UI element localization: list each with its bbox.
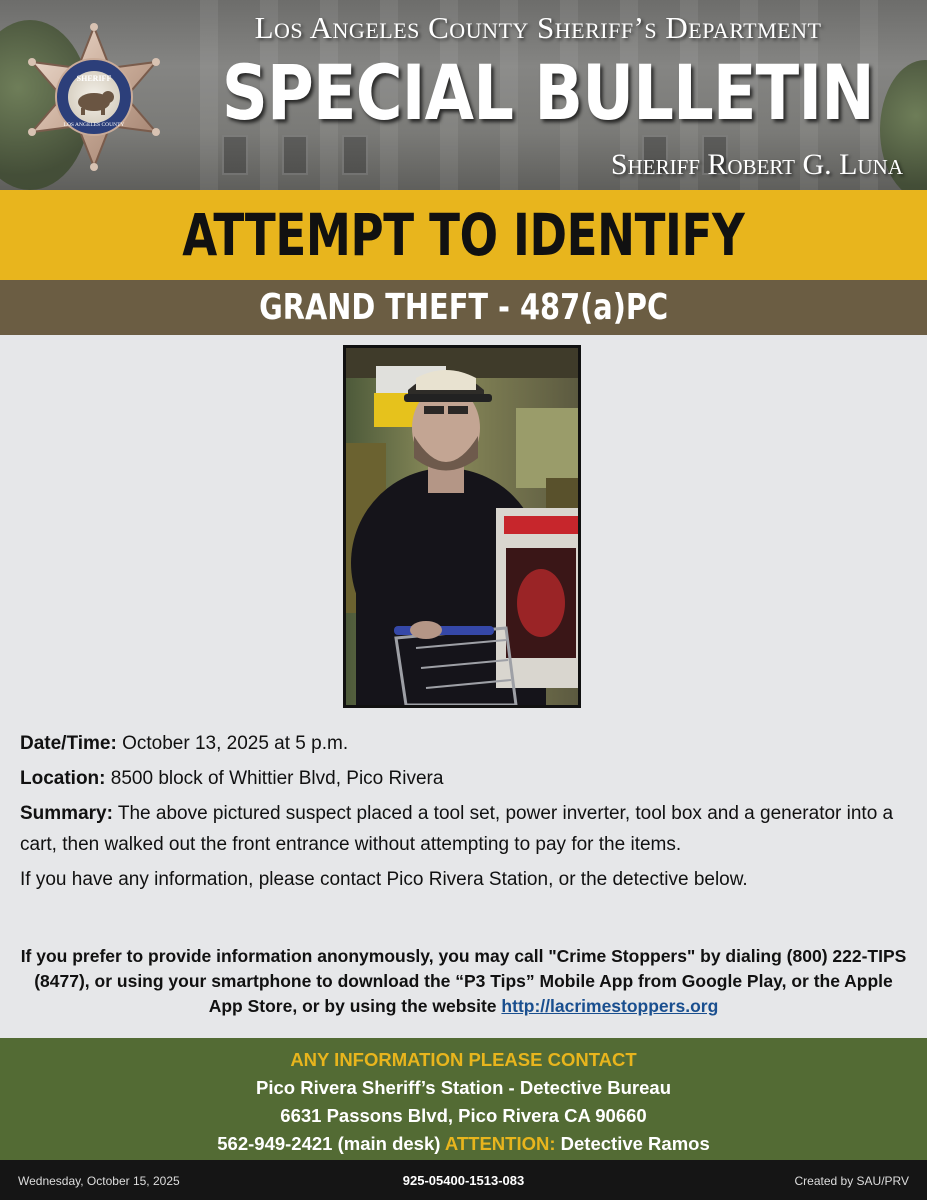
summary-line	[20, 798, 900, 860]
anonymous-tip-info	[20, 944, 907, 1019]
case-number: 925-05400-1513-083	[402, 1173, 525, 1188]
headline-text: ATTEMPT TO IDENTIFY	[182, 201, 745, 269]
attention-label: ATTENTION:	[444, 1133, 556, 1154]
summary-value: The above pictured suspect placed a tool set, power inverter, tool box and a generator into a cart, then walked out the front entrance without attempting to pay for the items.	[20, 803, 894, 855]
sheriff-name: Sheriff Robert G. Luna	[610, 148, 903, 181]
created-by: Created by SAU/PRV	[794, 1174, 909, 1188]
phone-line	[0, 1130, 927, 1158]
anonymous-text: If you prefer to provide information anonymously, you may call "Crime Stoppers" by dialing (800) 222-TIPS (8477), or using your smartphone to download the “P3 Tips” Mobile App from Google Play, or the Apple App Store, or by using the website	[20, 946, 907, 1016]
datetime-value: October 13, 2025 at 5 p.m.	[122, 733, 349, 754]
contact-heading: ANY INFORMATION PLEASE CONTACT	[290, 1049, 637, 1070]
location-label: Location:	[20, 768, 106, 789]
crimestoppers-link[interactable]: http://lacrimestoppers.org	[501, 996, 719, 1016]
datetime-label: Date/Time:	[20, 733, 117, 754]
summary-label: Summary:	[20, 803, 113, 824]
phone-number: 562-949-2421 (main desk)	[217, 1133, 441, 1154]
agency-name: Los Angeles County Sheriff’s Department	[254, 10, 822, 45]
bulletin-title: SPECIAL BULLETIN	[221, 48, 874, 137]
headline-banner	[0, 190, 927, 280]
crime-text: GRAND THEFT - 487(a)PC	[258, 287, 668, 328]
bulletin-header	[0, 0, 927, 190]
contact-panel	[0, 1038, 927, 1160]
location-line	[20, 763, 900, 794]
station-name: Pico Rivera Sheriff’s Station - Detective Bureau	[256, 1077, 671, 1098]
footer	[0, 1160, 927, 1200]
station-address: 6631 Passons Blvd, Pico Rivera CA 90660	[280, 1105, 647, 1126]
contact-note: If you have any information, please contact Pico Rivera Station, or the detective below.	[20, 869, 748, 890]
svg-text:SHERIFF: SHERIFF	[76, 74, 112, 83]
incident-details	[20, 728, 900, 899]
sheriff-star-badge-icon	[24, 22, 164, 172]
svg-text:LOS ANGELES COUNTY: LOS ANGELES COUNTY	[63, 122, 125, 128]
datetime-line	[20, 728, 900, 759]
crime-banner	[0, 280, 927, 335]
location-value: 8500 block of Whittier Blvd, Pico Rivera	[110, 768, 444, 789]
footer-date: Wednesday, October 15, 2025	[18, 1174, 180, 1188]
suspect-photo	[343, 345, 581, 708]
detective-name: Detective Ramos	[560, 1133, 710, 1154]
